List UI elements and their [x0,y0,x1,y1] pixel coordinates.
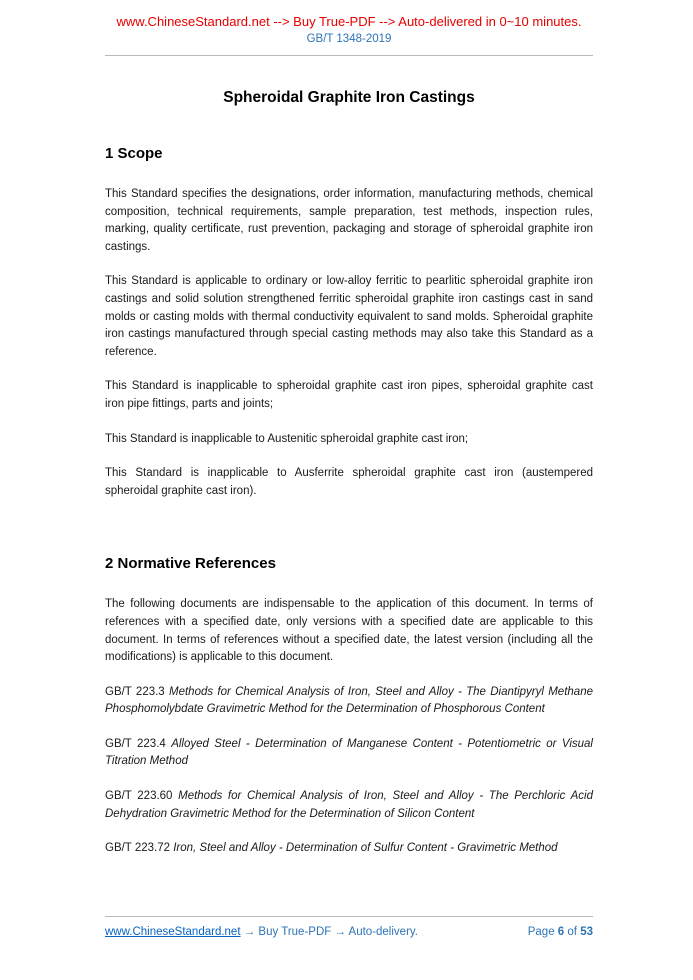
header-divider [105,55,593,56]
reference-code: GB/T 223.4 [105,737,166,750]
section-heading-scope: 1 Scope [105,145,163,162]
reference-code: GB/T 223.72 [105,842,170,855]
normative-references-intro: The following documents are indispensable to the application of this document. In terms of references with a specified date, only versions with a specified date are applicable to this document. In terms of references without a specified date, the latest version (including all the modifications) is applicable to this document. [105,598,593,664]
reference-title: Alloyed Steel - Determination of Manganese Content - Potentiometric or Visual Titration Method [105,737,593,768]
section-heading-normative-references: 2 Normative References [105,555,276,573]
promo-banner: www.ChineseStandard.net --> Buy True-PDF --> Auto-delivered in 0~10 minutes. [116,14,582,29]
page-footer [105,916,593,980]
standard-code: GB/T 1348-2019 [306,33,392,45]
footer-promo [105,926,418,938]
reference-item [105,788,593,823]
page-total: 53 [580,926,593,938]
document-title: Spheroidal Graphite Iron Castings [223,89,475,106]
reference-title: Methods for Chemical Analysis of Iron, Steel and Alloy - The Diantipyryl Methane Phosphomolybdate Gravimetric Method for the Determination of Phosphorous Content [105,685,593,716]
reference-code: GB/T 223.3 [105,685,165,698]
footer-site-link[interactable]: www.ChineseStandard.net [105,926,241,938]
scope-paragraph-3: This Standard is inapplicable to spheroidal graphite cast iron pipes, spheroidal graphite cast iron pipe fittings, parts and joints; [105,380,593,410]
reference-item [105,736,593,771]
scope-paragraph-2: This Standard is applicable to ordinary or low-alloy ferritic to pearlitic spheroidal graphite iron castings and solid solution strengthened ferritic spheroidal graphite iron castings cast in sand molds or casting molds with thermal conductivity equivalent to sand molds. Spheroidal graphite iron castings manufactured through special casting methods may also take this Standard as a reference. [105,275,593,358]
footer-divider [105,916,593,917]
reference-item [105,840,593,858]
scope-paragraph-5: This Standard is inapplicable to Ausferrite spheroidal graphite cast iron (austempered spheroidal graphite cast iron). [105,467,593,497]
reference-title: Methods for Chemical Analysis of Iron, Steel and Alloy - The Perchloric Acid Dehydration Gravimetric Method for the Determination of Silicon Content [105,790,593,820]
page-current: 6 [557,926,565,938]
scope-paragraph-1: This Standard specifies the designations, order information, manufacturing methods, chemical composition, technical requirements, sample preparation, test methods, inspection rules, marking, quality certificate, rust prevention, packaging and storage of spheroidal graphite iron castings. [105,188,593,253]
reference-title: Iron, Steel and Alloy - Determination of Sulfur Content - Gravimetric Method [173,842,558,855]
footer-promo-text: → Buy True-PDF → Auto-delivery. [240,926,418,938]
of-label: of [567,926,577,938]
reference-code: GB/T 223.60 [105,790,173,803]
reference-item [105,684,593,719]
page-indicator [528,926,593,938]
scope-paragraph-4: This Standard is inapplicable to Austenitic spheroidal graphite cast iron; [105,432,469,445]
page-label: Page [527,926,555,938]
